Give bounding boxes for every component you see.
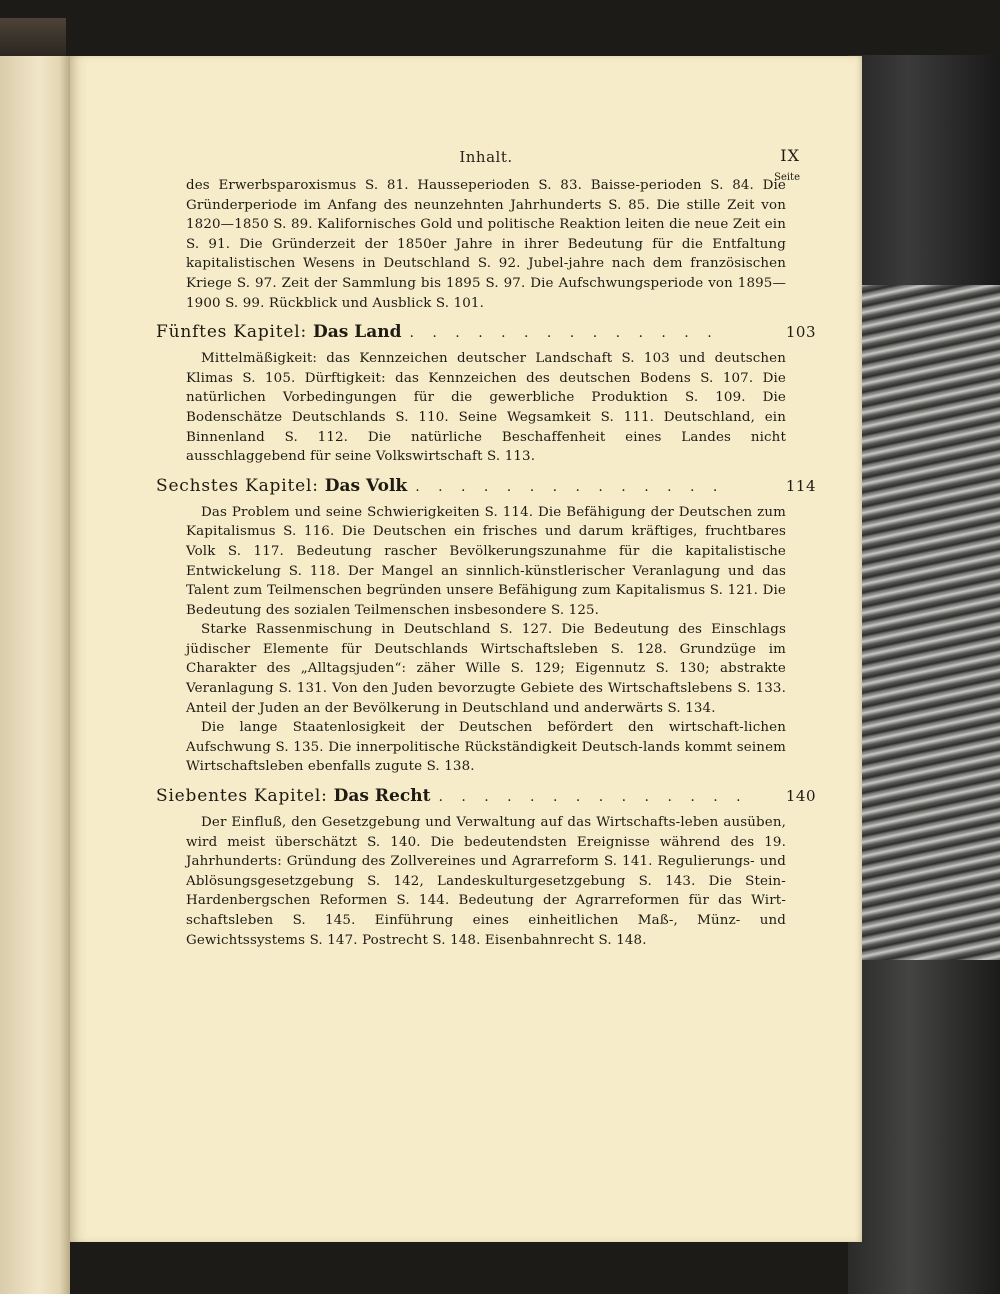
dot-leader: . . . . . . . . . . . . . . xyxy=(415,478,725,495)
chapter-topic: Das Recht xyxy=(333,786,431,807)
chapter-topic: Das Land xyxy=(313,322,402,343)
chapter-summary: Mittelmäßigkeit: das Kennzeichen deutscher Landschaft S. 103 und deutschen Klimas S. 105. Dürftigkeit: das Kennzeichen des deutschen Bodens S. 107. Die natürlichen Vorbedingungen für die gewerbliche Produktion S. 109. Die Bodenschätze Deutschlands S. 110. Seine Wegsamkeit S. 111. Deutschland, ein Binnenland S. 112. Die natürliche Beschaffenheit eines Landes nicht ausschlaggebend für seine Volkswirtschaft S. 113. xyxy=(186,351,786,465)
running-title: Inhalt. xyxy=(459,148,513,166)
chapter-label: Sechstes Kapitel: xyxy=(156,475,319,496)
chapter-page: 103 xyxy=(785,323,816,342)
chapter-heading xyxy=(156,784,816,809)
chapter-summary: Die lange Staatenlosigkeit der Deutschen befördert den wirtschaft-lichen Aufschwung S. 135. Die innerpolitische Rückständigkeit Deutsch-lands kommt seinem Wirtschaftsleben ebenfalls zugute S. 138. xyxy=(186,720,786,775)
book-binding-upper xyxy=(848,55,1000,285)
book-page xyxy=(70,56,862,1242)
chapter-label: Siebentes Kapitel: xyxy=(156,786,328,807)
page-column-label: Seite xyxy=(774,172,800,183)
dot-leader: . . . . . . . . . . . . . . xyxy=(438,789,748,806)
left-page-edge xyxy=(0,56,70,1294)
book-binding-lower xyxy=(848,960,1000,1294)
dot-leader: . . . . . . . . . . . . . . xyxy=(409,325,719,342)
table-of-contents xyxy=(156,144,816,950)
chapter-summary: Der Einfluß, den Gesetzgebung und Verwaltung auf das Wirtschafts-leben ausüben, wird meist überschätzt S. 140. Die bedeutendsten Ereignisse während des 19. Jahrhunderts: Gründung des Zollvereines und Agrarreform S. 141. Regulierungs- und Ablösungsgesetzgebung S. 142, Landeskulturgesetzgebung S. 143. Die Stein-Hardenbergschen Reformen S. 144. Bedeutung der Agrarreformen für das Wirt-schaftsleben S. 145. Einführung eines einheitlichen Maß-, Münz- und Gewichtssystems S. 147. Postrecht S. 148. Eisenbahnrecht S. 148. xyxy=(186,815,786,948)
chapter-page: 140 xyxy=(785,787,816,806)
chapter-page: 114 xyxy=(785,476,816,495)
left-book-cover xyxy=(0,18,66,58)
page-number: IX xyxy=(780,146,800,165)
chapter-heading xyxy=(156,474,816,499)
chapter-summary: Starke Rassenmischung in Deutschland S. 127. Die Bedeutung des Einschlags jüdischer Elemente für Deutschlands Wirtschaftsleben S. 128. Grundzüge im Charakter des „Alltagsjuden“: zäher Wille S. 129; Eigennutz S. 130; abstrakte Veranlagung S. 131. Von den Juden bevorzugte Gebiete des Wirtschaftslebens S. 133. Anteil der Juden an der Bevölkerung in Deutschland und anderwärts S. 134. xyxy=(186,622,786,716)
intro-paragraph: des Erwerbsparoxismus S. 81. Hausseperioden S. 83. Baisse-perioden S. 84. Die Gründerperiode im Anfang des neunzehnten Jahrhunderts S. 85. Die stille Zeit von 1820—1850 S. 89. Kalifornisches Gold und politische Reaktion leiten die neue Zeit ein S. 91. Die Gründerzeit der 1850er Jahre in ihrer Bedeutung für die Entfaltung kapitalistischen Wesens in Deutschland S. 92. Jubel-jahre nach dem französischen Kriege S. 97. Zeit der Sammlung bis 1895 S. 97. Die Aufschwungsperiode von 1895—1900 S. 99. Rückblick und Ausblick S. 101. xyxy=(186,178,786,311)
running-head xyxy=(186,144,800,183)
chapter-label: Fünftes Kapitel: xyxy=(156,322,308,343)
chapter-topic: Das Volk xyxy=(324,475,408,496)
chapter-summary: Das Problem und seine Schwierigkeiten S. 114. Die Befähigung der Deutschen zum Kapitalismus S. 116. Die Deutschen ein frisches und darum kräftiges, fruchtbares Volk S. 117. Bedeutung rascher Bevölkerungszunahme für die kapitalistische Entwickelung S. 118. Der Mangel an sinnlich-künstlerischer Veranlagung und das Talent zum Teilmenschen begründen unsere Befähigung zum Kapitalismus S. 121. Die Bedeutung des sozialen Teilmenschen insbesondere S. 125. xyxy=(186,504,786,618)
chapter-heading xyxy=(156,320,816,345)
